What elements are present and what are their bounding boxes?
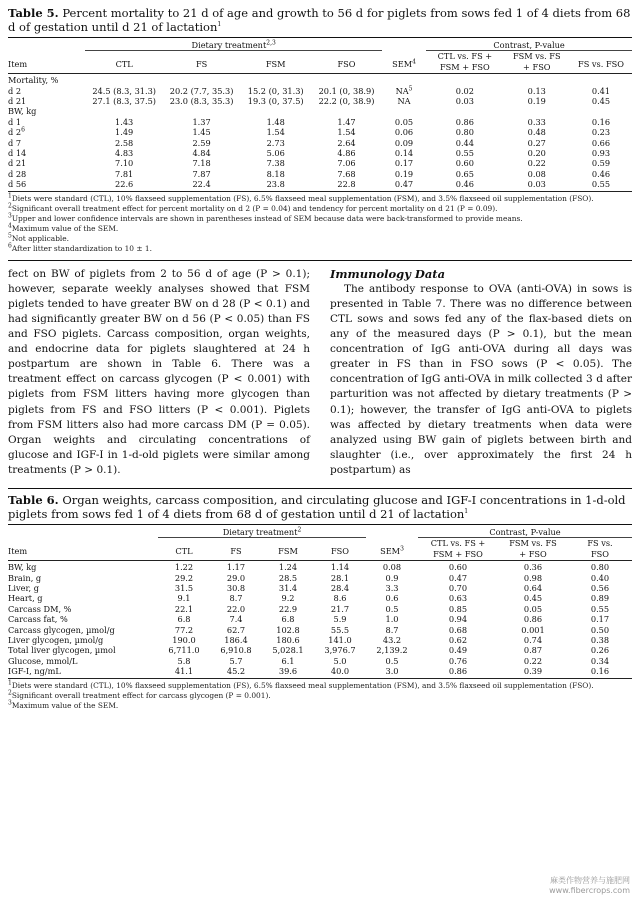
row-label: d 56: [8, 179, 27, 190]
table6: [8, 488, 632, 711]
cell: 8.6: [333, 593, 347, 604]
row-label: Brain, g: [8, 572, 42, 583]
cell: 0.86: [523, 614, 543, 625]
cell: 29.0: [226, 572, 246, 583]
table5-group-dietary: Dietary treatment$^{2,3}$: [85, 38, 381, 51]
table5-col-ctl: CTL: [115, 59, 133, 70]
cell: 0.94: [448, 614, 468, 625]
cell: 0.22: [523, 655, 543, 666]
footnote: $^1$Diets were standard (CTL), 10% flaxseed supplementation (FS), 6.5% flaxseed meal supplementation (FSM), and 3.5% flaxseed oil supplementation (FSO).: [8, 192, 594, 203]
cell: 7.81: [115, 168, 134, 179]
table-row: [8, 666, 632, 676]
footnote: $^4$Maximum value of the SEM.: [8, 222, 119, 233]
cell: [504, 106, 570, 116]
cell: 6,910.8: [220, 645, 252, 656]
cell: [382, 106, 426, 116]
cell: 0.08: [382, 562, 402, 573]
cell: 0.64: [523, 583, 543, 594]
cell: 0.19: [394, 168, 414, 179]
cell: 0.03: [455, 96, 474, 107]
cell: 0.56: [590, 583, 610, 594]
cell: 5.7: [229, 655, 243, 666]
row-label: d 21: [8, 158, 27, 169]
right-paragraph: The antibody response to OVA (anti-OVA) in sows is presented in Table 7. There was no difference between CTL sows and sows fed any of the flax-based diets on any of the measured days (P > 0.1), but the mean concentration of IgG anti-OVA during all days was greater in FS than in FSO sows (P < 0.05). The concentration of IgG anti-OVA in milk collected 3 d after parturition was not affected by dietary treatments (P > 0.1); however, the transfer of IgG anti-OVA to piglets was affected by dietary treatments when data were analyzed using BW gain of piglets between birth and slaughter (i.e., over approximately the first 24 h postpartum) as: [330, 282, 632, 476]
table6-caption: Table 6. Organ weights, carcass composition, and circulating glucose and IGF-I concentrations in 1-d-old piglets from sows fed 1 of 4 diets from 68 d of gestation until d 21 of lactation$^1$: [8, 493, 626, 521]
cell: 0.47: [394, 179, 414, 190]
cell: 7.68: [337, 168, 356, 179]
row-label: Liver, g: [8, 583, 39, 594]
cell: 0.45: [523, 593, 543, 604]
cell: 0.46: [455, 179, 474, 190]
cell: 6.8: [177, 614, 191, 625]
cell: 22.4: [192, 179, 211, 190]
cell: 0.06: [394, 127, 414, 138]
cell: 8.7: [229, 593, 243, 604]
cell: [570, 106, 632, 116]
cell: 0.05: [523, 603, 543, 614]
footnote: $^3$Maximum value of the SEM.: [8, 699, 119, 710]
cell: [163, 75, 240, 85]
cell: 23.8: [266, 179, 285, 190]
table5-col-item: Item: [8, 58, 28, 69]
table5-col-sem: SEM$^4$: [392, 58, 416, 69]
cell: 1.0: [385, 614, 399, 625]
cell: 0.49: [448, 645, 468, 656]
left-paragraph: fect on BW of piglets from 2 to 56 d of age (P > 0.1); however, separate weekly analyses showed that FSM piglets tended to have greater BW on d 28 (P < 0.1) and had significantly greater BW on d 56 (P < 0.05) than FS and FSO piglets. Carcass composition, organ weights, and endocrine data for piglets slaughtered at 24 h postpartum are shown in Table 6. There was a treatment effect on carcass glycogen (P < 0.001) with piglets from FSM litters having more glycogen than piglets from FS and FSO litters (P < 0.001). Piglets from FSM litters also had more carcass DM (P = 0.05). Organ weights and circulating concentrations of glucose and IGF-I in 1-d-old piglets were similar among treatments (P > 0.1).: [8, 267, 310, 476]
cell: [504, 75, 570, 85]
cell: 0.66: [591, 137, 611, 148]
table-row: [8, 179, 632, 189]
table-row: [8, 138, 632, 148]
cell: 8.18: [266, 168, 285, 179]
row-label: Carcass glycogen, µmol/g: [8, 624, 115, 635]
row-label: d 28: [8, 168, 27, 179]
cell: 141.0: [328, 635, 352, 646]
cell: 1.22: [174, 562, 194, 573]
cell: 41.1: [174, 666, 194, 677]
table5-col-contrast-2: FSM vs. FS + FSO: [512, 51, 561, 72]
cell: 29.2: [174, 572, 194, 583]
cell: 0.65: [455, 168, 474, 179]
cell: 0.59: [591, 158, 611, 169]
cell: 0.46: [591, 168, 611, 179]
cell: 45.2: [226, 666, 246, 677]
cell: 0.27: [527, 137, 546, 148]
table6-col-item: Item: [8, 545, 28, 556]
table6-col-fsm: FSM: [278, 546, 298, 557]
cell: 0.20: [527, 148, 546, 159]
table5-body: [8, 75, 632, 189]
cell: 102.8: [276, 624, 300, 635]
row-label: d 1: [8, 116, 22, 127]
cell: 4.86: [337, 148, 356, 159]
cell: 31.5: [174, 583, 194, 594]
row-label: Total liver glycogen, µmol: [8, 645, 116, 656]
cell: 0.48: [527, 127, 546, 138]
row-label: Carcass DM, %: [8, 603, 72, 614]
table6-col-fs: FS: [230, 546, 242, 557]
cell: 0.19: [527, 96, 546, 107]
cell: 4.84: [192, 148, 211, 159]
cell: 1.49: [115, 127, 134, 138]
cell: 0.80: [455, 127, 474, 138]
cell: 2.59: [192, 137, 211, 148]
cell: 2.64: [337, 137, 356, 148]
cell: 5.06: [266, 148, 285, 159]
table6-col-contrast-1: CTL vs. FS + FSM + FSO: [430, 538, 486, 559]
cell: 5.0: [333, 655, 347, 666]
table-row: [8, 614, 632, 624]
cell: 1.54: [337, 127, 356, 138]
cell: [85, 106, 162, 116]
cell: 0.6: [385, 593, 399, 604]
row-label: Mortality, %: [8, 75, 59, 86]
cell: 19.3 (0, 37.5): [247, 96, 304, 107]
table-row: [8, 635, 632, 645]
cell: 1.48: [266, 116, 285, 127]
cell: 20.2 (7.7, 35.3): [169, 85, 234, 96]
cell: 28.1: [330, 572, 350, 583]
cell: 0.89: [590, 593, 610, 604]
cell: 0.26: [590, 645, 610, 656]
cell: 0.44: [455, 137, 474, 148]
row-label: BW, kg: [8, 562, 37, 573]
cell: 0.55: [590, 603, 610, 614]
table5-footnotes: [8, 194, 632, 254]
cell: 1.24: [278, 562, 298, 573]
cell: 39.6: [278, 666, 298, 677]
cell: 0.23: [591, 127, 611, 138]
row-label: BW, kg: [8, 106, 37, 117]
cell: 24.5 (8.3, 31.3): [92, 85, 156, 96]
cell: 0.05: [394, 116, 414, 127]
page: [8, 6, 632, 711]
table-row: [8, 117, 632, 127]
cell: 7.38: [266, 158, 285, 169]
cell: 0.86: [455, 116, 474, 127]
cell: 190.0: [172, 635, 196, 646]
cell: 21.7: [330, 603, 350, 614]
cell: 0.74: [523, 635, 543, 646]
table-row: [8, 127, 632, 137]
row-label: d 21: [8, 96, 27, 107]
cell: 77.2: [174, 624, 194, 635]
row-label: d $2^6$: [8, 126, 25, 138]
cell: 1.45: [192, 127, 211, 138]
footnote: $^1$Diets were standard (CTL), 10% flaxseed supplementation (FS), 6.5% flaxseed meal supplementation (FSM), and 3.5% flaxseed oil supplementation (FSO).: [8, 679, 594, 690]
cell: 27.1 (8.3, 37.5): [92, 96, 156, 107]
cell: 30.8: [226, 583, 246, 594]
cell: 1.47: [337, 116, 356, 127]
watermark: 麻类作物营养与施肥网 www.fibercrops.com: [549, 876, 630, 895]
table6-col-ctl: CTL: [175, 546, 193, 557]
cell: 2.58: [115, 137, 134, 148]
table6-footnotes: [8, 681, 632, 711]
cell: [240, 75, 311, 85]
section-title: Immunology Data: [330, 266, 446, 281]
left-column: [8, 267, 310, 478]
table5-grid: [8, 38, 632, 190]
row-label: Carcass fat, %: [8, 614, 68, 625]
cell: 28.4: [330, 583, 350, 594]
cell: 0.14: [394, 148, 414, 159]
footnote: $^5$Not applicable.: [8, 232, 70, 243]
cell: 2.73: [266, 137, 285, 148]
row-label: Liver glycogen, µmol/g: [8, 635, 104, 646]
table5-col-fso: FSO: [337, 59, 356, 70]
table-row: [8, 645, 632, 655]
cell: 0.36: [523, 562, 543, 573]
cell: 20.1 (0, 38.9): [318, 85, 375, 96]
cell: 0.55: [591, 179, 611, 190]
cell: 0.38: [590, 635, 610, 646]
cell: 22.9: [278, 603, 298, 614]
cell: 22.8: [337, 179, 356, 190]
cell: [85, 75, 162, 85]
table6-col-contrast-2: FSM vs. FS + FSO: [509, 538, 557, 559]
footnote: $^2$Significant overall treatment effect for percent mortality on d 2 (P = 0.04) and tendency for percent mortality on d 21 (P = 0.09).: [8, 202, 498, 213]
table5-col-fsm: FSM: [265, 59, 286, 70]
cell: 0.68: [448, 624, 468, 635]
cell: 0.98: [523, 572, 543, 583]
table6-col-fso: FSO: [330, 546, 349, 557]
row-label: d 14: [8, 148, 27, 159]
cell: 5.9: [333, 614, 347, 625]
cell: [570, 75, 632, 85]
footnote: $^3$Upper and lower confidence intervals are shown in parentheses instead of SEM because data were back-transformed to provide means.: [8, 212, 523, 223]
cell: 1.17: [226, 562, 246, 573]
cell: [426, 106, 503, 116]
cell: 22.1: [174, 603, 194, 614]
cell: 43.2: [382, 635, 402, 646]
cell: 7.4: [229, 614, 243, 625]
row-label: d 2: [8, 85, 22, 96]
right-column: [330, 267, 632, 478]
cell: 0.62: [448, 635, 468, 646]
cell: 1.14: [330, 562, 350, 573]
cell: 0.45: [591, 96, 611, 107]
cell: 1.54: [266, 127, 285, 138]
cell: 6.1: [281, 655, 295, 666]
footnote: $^2$Significant overall treatment effect for carcass glycogen (P = 0.001).: [8, 689, 271, 700]
table6-body: [8, 562, 632, 676]
cell: 0.39: [523, 666, 543, 677]
cell: 9.2: [281, 593, 295, 604]
cell: 28.5: [278, 572, 298, 583]
cell: 22.6: [115, 179, 134, 190]
cell: 0.5: [385, 603, 399, 614]
cell: [163, 106, 240, 116]
cell: 0.33: [527, 116, 546, 127]
cell: 180.6: [276, 635, 300, 646]
cell: 5,028.1: [272, 645, 304, 656]
cell: 0.87: [523, 645, 543, 656]
table-row: [8, 169, 632, 179]
table-row: [8, 604, 632, 614]
table6-col-sem: SEM$^3$: [380, 545, 404, 556]
cell: [240, 106, 311, 116]
cell: 0.17: [590, 614, 610, 625]
cell: 186.4: [224, 635, 248, 646]
cell: [426, 75, 503, 85]
cell: 0.13: [527, 85, 546, 96]
cell: 0.17: [394, 158, 414, 169]
cell: 1.43: [115, 116, 134, 127]
cell: 0.76: [448, 655, 468, 666]
table5: [8, 6, 632, 261]
table5-col-contrast-1: CTL vs. FS + FSM + FSO: [437, 51, 493, 72]
cell: 0.40: [590, 572, 610, 583]
cell: 4.83: [115, 148, 134, 159]
cell: 0.5: [385, 655, 399, 666]
cell: NA: [397, 96, 411, 107]
cell: 0.08: [527, 168, 546, 179]
cell: 0.34: [590, 655, 610, 666]
body-text: [8, 267, 632, 478]
cell: 6.8: [281, 614, 295, 625]
cell: 0.001: [521, 624, 545, 635]
cell: 0.47: [448, 572, 468, 583]
cell: $NA^5$: [395, 84, 413, 96]
cell: 0.85: [448, 603, 468, 614]
cell: 31.4: [278, 583, 298, 594]
cell: 22.2 (0, 38.9): [318, 96, 375, 107]
table6-col-contrast-3: FS vs. FSO: [587, 538, 613, 559]
cell: 62.7: [226, 624, 246, 635]
table-row: [8, 106, 632, 116]
cell: 3,976.7: [324, 645, 356, 656]
table-row: [8, 86, 632, 96]
cell: 7.18: [192, 158, 211, 169]
table5-col-fs: FS: [195, 59, 208, 70]
cell: 0.80: [590, 562, 610, 573]
cell: [311, 75, 382, 85]
table5-col-contrast-3: FS vs. FSO: [578, 59, 624, 70]
row-label: Glucose, mmol/L: [8, 655, 78, 666]
cell: 0.9: [385, 572, 399, 583]
cell: 3.3: [385, 583, 399, 594]
cell: 5.8: [177, 655, 191, 666]
cell: 23.0 (8.3, 35.3): [169, 96, 234, 107]
cell: 0.02: [455, 85, 474, 96]
cell: 0.22: [527, 158, 546, 169]
cell: 0.60: [455, 158, 474, 169]
table5-label: Table 5.: [8, 6, 59, 20]
table-row: [8, 593, 632, 603]
table-row: [8, 96, 632, 106]
cell: 0.50: [590, 624, 610, 635]
cell: 7.06: [337, 158, 356, 169]
table6-group-contrast: Contrast, P-value: [418, 525, 632, 538]
cell: [311, 106, 382, 116]
cell: 0.16: [590, 666, 610, 677]
cell: 7.10: [115, 158, 134, 169]
cell: 0.09: [394, 137, 414, 148]
table6-grid: [8, 525, 632, 677]
table6-group-dietary: Dietary treatment$^2$: [158, 525, 366, 538]
table5-caption: Table 5. Percent mortality to 21 d of age and growth to 56 d for piglets from sows fed 1 of 4 diets from 68 d of gestation until d 21 of lactation$^1$: [8, 6, 631, 34]
cell: 7.87: [192, 168, 211, 179]
row-label: d 7: [8, 137, 22, 148]
row-label: Heart, g: [8, 593, 43, 604]
table-row: [8, 573, 632, 583]
cell: 6,711.0: [168, 645, 200, 656]
cell: 0.41: [591, 85, 611, 96]
table-row: [8, 75, 632, 85]
cell: 0.93: [591, 148, 611, 159]
table-row: [8, 583, 632, 593]
cell: 8.7: [385, 624, 399, 635]
cell: 0.86: [448, 666, 468, 677]
table-row: [8, 656, 632, 666]
cell: 55.5: [330, 624, 350, 635]
cell: 0.16: [591, 116, 611, 127]
cell: 15.2 (0, 31.3): [247, 85, 304, 96]
table5-group-contrast: Contrast, P-value: [426, 38, 632, 51]
cell: 40.0: [330, 666, 350, 677]
cell: 9.1: [177, 593, 191, 604]
cell: [382, 75, 426, 85]
row-label: IGF-I, ng/mL: [8, 666, 61, 677]
table-row: [8, 158, 632, 168]
cell: 22.0: [226, 603, 246, 614]
table-row: [8, 562, 632, 572]
table-row: [8, 625, 632, 635]
table6-label: Table 6.: [8, 493, 59, 507]
cell: 0.55: [455, 148, 474, 159]
cell: 3.0: [385, 666, 399, 677]
cell: 0.60: [448, 562, 468, 573]
cell: 0.63: [448, 593, 468, 604]
table-row: [8, 148, 632, 158]
footnote: $^6$After litter standardization to 10 ± 1.: [8, 242, 152, 253]
cell: 0.70: [448, 583, 468, 594]
cell: 1.37: [192, 116, 211, 127]
cell: 0.03: [527, 179, 546, 190]
cell: 2,139.2: [376, 645, 408, 656]
